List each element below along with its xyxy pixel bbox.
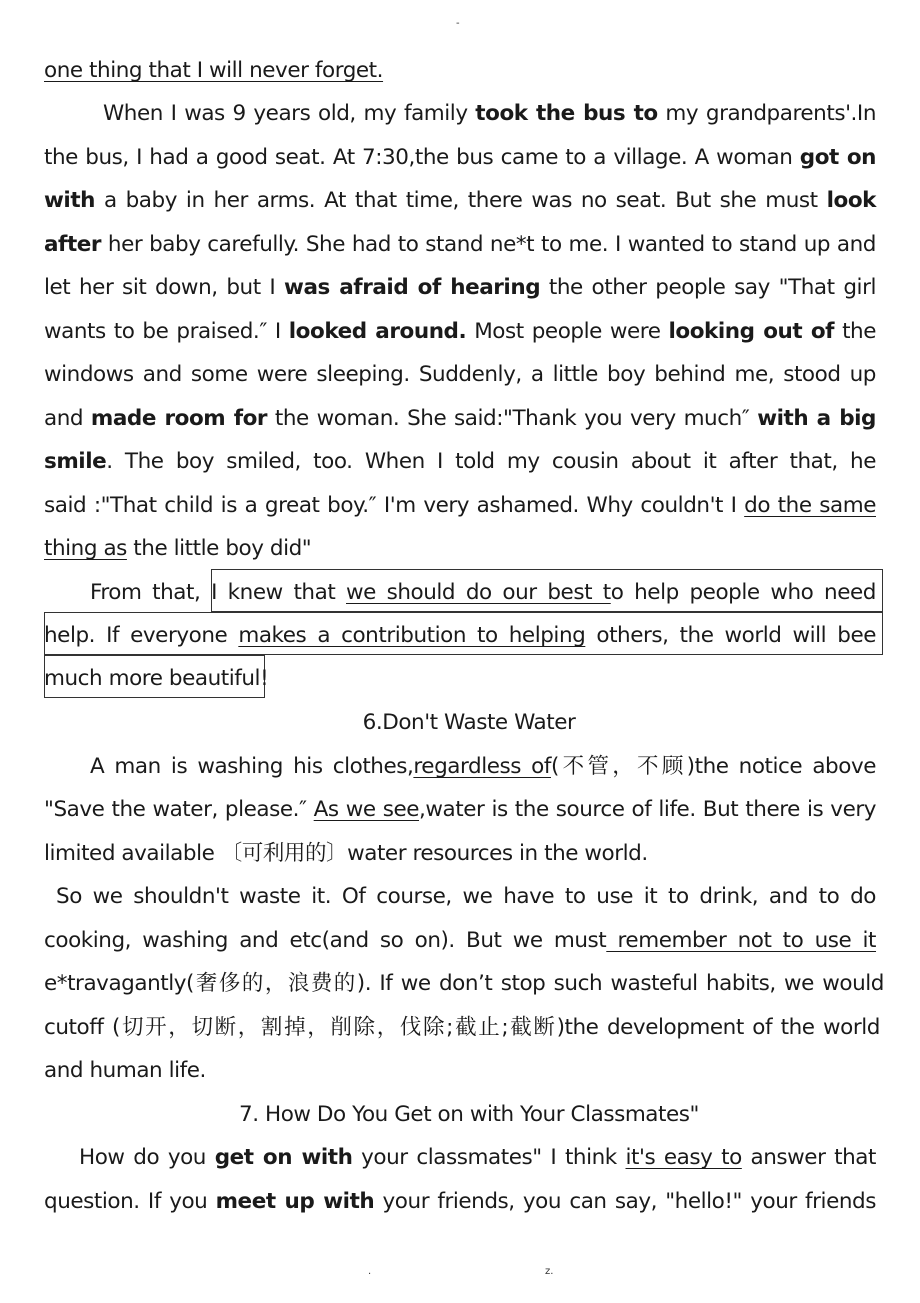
section-6-line-1: A man is washing his clothes,regardless of(不管，不顾)the notice above	[90, 754, 876, 779]
story-line-15: much more beautiful!	[44, 666, 269, 691]
section-6-line-4: So we shouldn't waste it. Of course, we have to use it to drink, and to do	[56, 884, 876, 909]
story-line-9: and made room for the woman. She said:"Thank you very much″ with a big	[44, 406, 876, 431]
story-line-14: help. If everyone makes a contribution to helping others, the world will bee	[44, 623, 876, 648]
section-6-line-3: limited available 〔可利用的〕water resources in the world.	[44, 841, 648, 866]
story-line-4: with a baby in her arms. At that time, there was no seat. But she must look	[44, 188, 876, 213]
section-7-line-2: question. If you meet up with your friends, you can say, "hello!" your friends	[44, 1189, 876, 1214]
key-phrase: took the bus to	[475, 101, 658, 126]
key-phrase: look	[826, 188, 876, 213]
section-6-line-7: cutoff (切开，切断，割掉，削除，伐除;截止;截断)the development of the world	[44, 1015, 880, 1040]
section-6-line-8: and human life.	[44, 1058, 206, 1083]
underlined-phrase: regardless of	[413, 754, 551, 779]
story-line-8: windows and some were sleeping. Suddenly, a little boy behind me, stood up	[44, 362, 876, 387]
key-phrase: after	[44, 232, 102, 257]
section-6-line-5: cooking, washing and etc(and so on). But we must remember not to use it	[44, 928, 877, 953]
story-line-12: thing as the little boy did"	[44, 536, 312, 561]
key-phrase: got on	[799, 145, 876, 170]
section-6-title: 6.Don't Waste Water	[362, 710, 576, 735]
section-6-line-6: e*travagantly(奢侈的，浪费的). If we don’t stop such wasteful habits, we would	[44, 971, 884, 996]
header-mark: -	[456, 18, 460, 29]
underlined-phrase: we should do our best t	[346, 580, 611, 605]
key-phrase: meet up with	[215, 1189, 375, 1214]
key-phrase: smile	[44, 449, 107, 474]
story-line-6: let her sit down, but I was afraid of hearing the other people say "That girl	[44, 275, 876, 300]
footer-mark-left: .	[368, 1266, 372, 1277]
underlined-phrase: makes a contribution to helping	[238, 623, 586, 648]
underlined-phrase: thing as	[44, 536, 127, 561]
section-7-title: 7. How Do You Get on with Your Classmates"	[238, 1102, 699, 1127]
key-phrase: looking out of	[668, 319, 835, 344]
underlined-phrase: it's easy to	[625, 1145, 742, 1170]
story-line-1	[44, 49, 876, 92]
story-line-10: smile. The boy smiled, too. When I told my cousin about it after that, he	[44, 449, 876, 474]
key-phrase: with	[44, 188, 96, 213]
story-line-7: wants to be praised.″ I looked around. Most people were looking out of the	[44, 319, 877, 344]
key-phrase: get on with	[214, 1145, 353, 1170]
underlined-phrase: remember not to use it	[606, 928, 877, 953]
key-phrase: made room for	[90, 406, 268, 431]
story-line-13: From that, I knew that we should do our best to help people who need	[90, 580, 876, 605]
underlined-phrase: As we see	[313, 797, 420, 822]
footer-mark-right: z.	[545, 1266, 554, 1277]
key-phrase: was afraid of hearing	[284, 275, 541, 300]
story-line-3: the bus, I had a good seat. At 7:30,the bus came to a village. A woman got on	[44, 145, 876, 170]
key-phrase: with a big	[757, 406, 876, 431]
story-line-11: said :"That child is a great boy.″ I'm very ashamed. Why couldn't I do the same	[44, 493, 876, 518]
story-line-2: When I was 9 years old, my family took the bus to my grandparents'.In	[103, 101, 876, 126]
key-phrase: looked around.	[288, 319, 467, 344]
story-line-5: after her baby carefully. She had to stand ne*t to me. I wanted to stand up and	[44, 232, 876, 257]
underlined-phrase: one thing that I will never forget.	[44, 58, 384, 83]
underlined-phrase: do the same	[744, 493, 876, 518]
section-7-line-1: How do you get on with your classmates" I think it's easy to answer that	[79, 1145, 877, 1170]
section-6-line-2: "Save the water, please.″ As we see,water is the source of life. But there is very	[44, 797, 877, 822]
